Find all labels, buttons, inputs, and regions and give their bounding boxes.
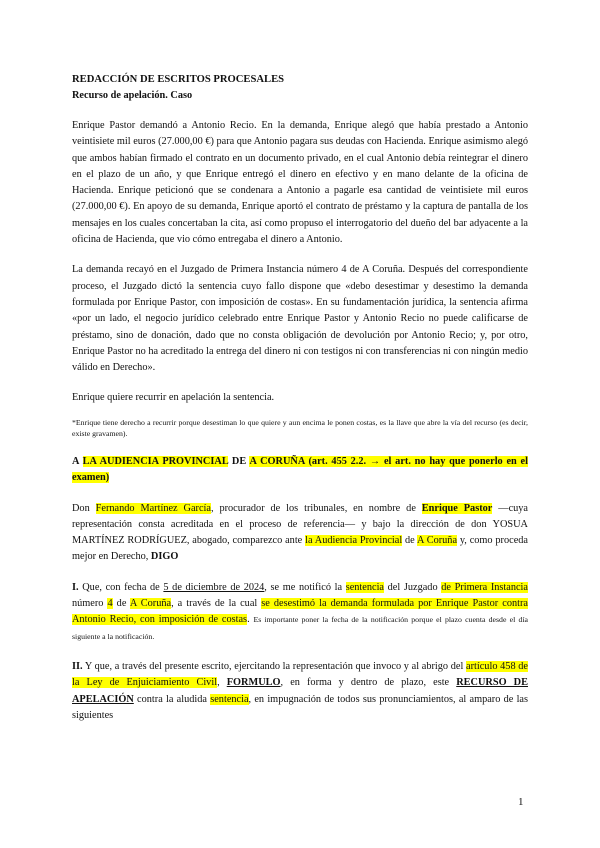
recurso-title: RECURSO DE APELACIÓN: [72, 677, 528, 705]
section-2-article: artículo 458 de la Ley de Enjuiciamiento Civil: [72, 660, 529, 689]
section-1-text-6: , a través de la cual: [171, 598, 262, 610]
addressee-prefix: A: [72, 455, 83, 467]
addressee-line: [72, 454, 528, 487]
document-subtitle: Recurso de apelación. Caso: [72, 90, 193, 101]
document-page: [72, 72, 528, 724]
intro-text-3: —cuya representación consta acreditada en el proceso de referencia— y bajo la dirección de don YOSUA MARTÍNEZ RODRÍGUEZ, abogado, comparezco ante: [72, 502, 529, 547]
intro-text-2: , procurador de los tribunales, en nombre de: [210, 502, 422, 514]
section-2: [72, 659, 528, 724]
addressee-court: LA AUDIENCIA PROVINCIAL: [82, 455, 229, 467]
notification-date: 5 de diciembre de 2024: [163, 581, 265, 593]
section-2-text-1: Y que, a través del presente escrito, ejercitando la representación que invoco y al abrigo del: [82, 660, 467, 672]
client-name: Enrique Pastor: [421, 502, 493, 514]
section-1-text-7: .: [247, 614, 254, 626]
section-2-text-4: contra la aludida: [133, 693, 211, 705]
section-1-text-1: Que, con fecha de: [78, 581, 164, 593]
case-note: *Enrique tiene derecho a recurrir porque desestiman lo que quiere y aun encima le ponen costas, es la llave que abre la vía del recurso (es decir, existe gravamen).: [72, 417, 528, 439]
section-1-text-4: número: [72, 598, 108, 610]
section-1-city: A Coruña: [129, 598, 172, 610]
section-1-text-2: , se me notificó la: [264, 581, 346, 593]
section-1-number: I.: [72, 581, 79, 593]
intro-text-4: de: [402, 535, 418, 547]
formulo-word: FORMULO: [226, 677, 281, 689]
intro-court: la Audiencia Provincial: [305, 535, 403, 547]
case-paragraph-2: La demanda recayó en el Juzgado de Primera Instancia número 4 de A Coruña. Después del correspondiente proceso, el Juzgado dictó la sentencia cuyo fallo dispone que «debo desestimar y desestimo la demanda formulada por Enrique Pastor, con imposición de costas». En su fundamentación jurídica, la sentencia afirma «por un lado, el negocio jurídico celebrado entre Enrique Pastor y Antonio Recio no puede calificarse de préstamo, sino de donación, dado que no consta obligación de devolución por Antonio Recio; y, por otro, Enrique Pastor no ha acreditado la entrega del dinero ni con testigos ni con transferencias ni con ningún medio válido en Derecho».: [72, 264, 528, 374]
section-1-text-5: de: [112, 598, 130, 610]
section-1-juzgado: de Primera Instancia: [441, 581, 528, 593]
section-2-text-3: , en forma y dentro de plazo, este: [280, 677, 457, 689]
case-paragraph-1: Enrique Pastor demandó a Antonio Recio. En la demanda, Enrique alegó que había prestado a Antonio veintisiete mil euros (27.000,00 €) para que Antonio pagara sus deudas con Hacienda. Enrique asimismo alegó que ambos habían firmado el contrato en un documento privado, en el cual Antonio debía reintegrar el dinero en el plazo de un año, y que Enrique entregó el dinero en efectivo y en mano delante de la oficina de Hacienda. Enrique peticionó que se condenara a Antonio a pagarle esa cantidad de veintisiete mil euros (27.000,00 €). En apoyo de su demanda, Enrique aportó el contrato de préstamo y la captura de pantalla de los mensajes en los cuales concertaban la cita, así como propuso el interrogatorio del dueño del bar adyacente a la oficina de Hacienda, que vio cómo entregaba el dinero a Antonio.: [72, 120, 528, 246]
addressee-de: DE: [228, 455, 250, 467]
intro-text-5: y, como proceda mejor en Derecho,: [72, 535, 528, 563]
section-2-text-5: , en impugnación de todos sus pronunciamientos, al amparo de las siguientes: [72, 693, 529, 721]
procurador-name: Fernando Martínez García: [95, 502, 211, 514]
digo-word: DIGO: [150, 551, 179, 563]
case-paragraph-3: Enrique quiere recurrir en apelación la sentencia.: [72, 392, 275, 404]
section-1-note: Es importante poner la fecha de la notificación porque el plazo cuenta desde el día siguiente a la notificación.: [72, 615, 528, 641]
section-2-text-2: ,: [217, 677, 227, 689]
section-1-number-4: 4: [107, 598, 113, 610]
document-title: REDACCIÓN DE ESCRITOS PROCESALES: [72, 74, 285, 85]
addressee-city: A CORUÑA (art. 455 2.2. → el art. no hay que ponerlo en el examen): [72, 455, 528, 484]
section-1: [72, 580, 528, 645]
intro-paragraph: [72, 501, 528, 566]
page-number: 1: [518, 796, 524, 808]
intro-city: A Coruña: [417, 535, 458, 547]
section-2-number: II.: [72, 660, 83, 672]
section-1-desestimo: se desestimó la demanda formulada por Enrique Pastor contra Antonio Recio, con imposición de costas: [72, 598, 528, 626]
section-1-sentencia: sentencia: [345, 581, 384, 593]
section-1-text-3: del Juzgado: [384, 581, 442, 593]
section-2-sentencia: sentencia: [210, 693, 249, 705]
intro-text-1: Don: [72, 502, 96, 514]
